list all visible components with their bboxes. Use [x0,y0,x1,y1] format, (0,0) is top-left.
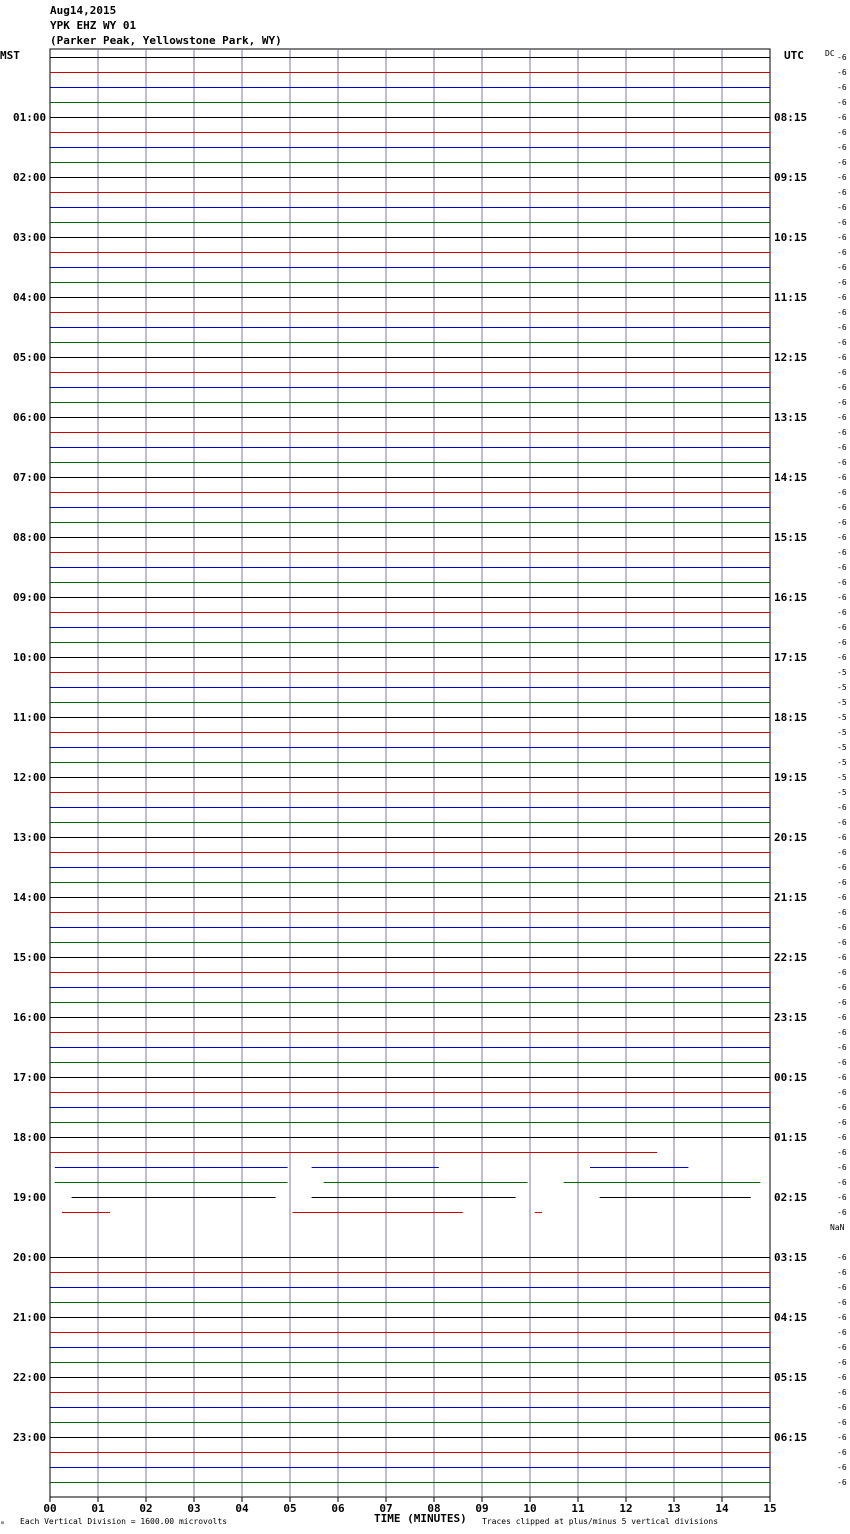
dc-offset-value: -6 [837,1478,847,1487]
utc-hour-label: 10:15 [774,231,808,244]
mst-hour-label: 02:00 [13,171,47,184]
dc-offset-value: -6 [837,1028,847,1037]
dc-offset-value: -5 [837,668,847,677]
utc-hour-label: 22:15 [774,951,808,964]
utc-hour-label: 13:15 [774,411,808,424]
dc-offset-value: -6 [837,878,847,887]
utc-hour-label: 14:15 [774,471,808,484]
dc-offset-value: -6 [837,1013,847,1022]
utc-hour-label: 17:15 [774,651,808,664]
x-tick-label: 09 [475,1502,489,1515]
dc-offset-value: -6 [837,128,847,137]
dc-offset-value: -6 [837,548,847,557]
dc-offset-value: -6 [837,1283,847,1292]
dc-offset-value: -6 [837,818,847,827]
mst-hour-label: 21:00 [13,1311,47,1324]
utc-hour-label: 19:15 [774,771,808,784]
dc-offset-value: -6 [837,1328,847,1337]
utc-hour-label: 20:15 [774,831,808,844]
dc-offset-value: -6 [837,1073,847,1082]
dc-offset-value: -6 [837,338,847,347]
dc-offset-value: -6 [837,1343,847,1352]
dc-offset-value: -6 [837,1103,847,1112]
x-tick-label: 15 [763,1502,777,1515]
utc-hour-label: 11:15 [774,291,808,304]
mst-hour-label: 14:00 [13,891,47,904]
dc-offset-value: -6 [837,848,847,857]
utc-hour-label: 15:15 [774,531,808,544]
utc-hour-label: 18:15 [774,711,808,724]
mst-hour-label: 17:00 [13,1071,47,1084]
mst-hour-label: 10:00 [13,651,47,664]
dc-offset-value: -6 [837,353,847,362]
dc-offset-value: -6 [837,1163,847,1172]
x-tick-label: 02 [139,1502,153,1515]
mst-hour-label: 08:00 [13,531,47,544]
mst-hour-label: 03:00 [13,231,47,244]
dc-offset-value: -6 [837,1043,847,1052]
dc-offset-value: -6 [837,893,847,902]
mst-hour-label: 12:00 [13,771,47,784]
dc-offset-value: -6 [837,938,847,947]
dc-offset-value: -6 [837,1373,847,1382]
dc-offset-value: -6 [837,1148,847,1157]
utc-hour-label: 06:15 [774,1431,808,1444]
nan-label: NaN [830,1223,845,1232]
dc-offset-value: -6 [837,533,847,542]
dc-offset-value: -6 [837,1418,847,1427]
x-tick-label: 06 [331,1502,345,1515]
utc-hour-label: 08:15 [774,111,808,124]
dc-offset-value: -5 [837,713,847,722]
dc-offset-value: -6 [837,563,847,572]
dc-offset-value: -6 [837,173,847,182]
x-tick-label: 10 [523,1502,537,1515]
station-name: YPK EHZ WY 01 [50,19,137,32]
mst-hour-label: 06:00 [13,411,47,424]
x-tick-label: 05 [283,1502,297,1515]
dc-offset-value: -6 [837,413,847,422]
dc-offset-value: -6 [837,248,847,257]
dc-offset-value: -6 [837,113,847,122]
dc-offset-value: -6 [837,608,847,617]
corner-mark: ₘ [0,1517,5,1526]
dc-offset-value: -6 [837,203,847,212]
dc-offset-value: -6 [837,1253,847,1262]
dc-offset-value: -5 [837,788,847,797]
dc-offset-value: -6 [837,1358,847,1367]
clip-note: Traces clipped at plus/minus 5 vertical divisions [482,1517,719,1526]
dc-offset-value: -5 [837,773,847,782]
dc-offset-value: -6 [837,458,847,467]
dc-offset-value: -6 [837,98,847,107]
x-axis-title: TIME (MINUTES) [374,1512,467,1525]
dc-offset-value: -6 [837,428,847,437]
dc-offset-value: -6 [837,1208,847,1217]
dc-offset-value: -6 [837,1133,847,1142]
utc-hour-label: 05:15 [774,1371,808,1384]
mst-hour-label: 16:00 [13,1011,47,1024]
mst-hour-label: 23:00 [13,1431,47,1444]
mst-hour-label: 05:00 [13,351,47,364]
dc-offset-value: -6 [837,518,847,527]
dc-offset-value: -6 [837,443,847,452]
dc-offset-value: -6 [837,1403,847,1412]
dc-offset-value: -5 [837,758,847,767]
dc-offset-value: -6 [837,1433,847,1442]
x-tick-label: 04 [235,1502,249,1515]
mst-hour-label: 09:00 [13,591,47,604]
dc-offset-value: -5 [837,743,847,752]
dc-offset-value: -6 [837,1298,847,1307]
dc-offset-value: -6 [837,833,847,842]
dc-offset-value: -6 [837,383,847,392]
mst-hour-label: 19:00 [13,1191,47,1204]
x-tick-label: 08 [427,1502,441,1515]
utc-hour-label: 09:15 [774,171,808,184]
plot-frame [50,49,770,1497]
station-location: (Parker Peak, Yellowstone Park, WY) [50,34,282,47]
dc-offset-value: -6 [837,1268,847,1277]
utc-hour-label: 23:15 [774,1011,808,1024]
dc-offset-value: -6 [837,143,847,152]
utc-hour-label: 00:15 [774,1071,808,1084]
dc-offset-value: -6 [837,908,847,917]
x-tick-label: 12 [619,1502,633,1515]
utc-hour-label: 12:15 [774,351,808,364]
dc-offset-value: -6 [837,293,847,302]
mst-hour-label: 20:00 [13,1251,47,1264]
dc-offset-value: -6 [837,233,847,242]
dc-offset-value: -6 [837,1058,847,1067]
scale-note: Each Vertical Division = 1600.00 microvolts [20,1517,228,1526]
utc-hour-label: 03:15 [774,1251,808,1264]
mst-hour-label: 01:00 [13,111,47,124]
dc-offset-value: -6 [837,323,847,332]
dc-offset-value: -6 [837,368,847,377]
x-tick-label: 14 [715,1502,729,1515]
dc-offset-value: -6 [837,1388,847,1397]
x-tick-label: 07 [379,1502,393,1515]
utc-hour-label: 02:15 [774,1191,808,1204]
x-tick-label: 13 [667,1502,681,1515]
utc-hour-label: 21:15 [774,891,808,904]
dc-offset-value: -6 [837,923,847,932]
x-tick-label: 00 [43,1502,57,1515]
dc-offset-value: -6 [837,1193,847,1202]
mst-hour-label: 07:00 [13,471,47,484]
utc-hour-label: 01:15 [774,1131,808,1144]
mst-hour-label: 13:00 [13,831,47,844]
right-timezone-label: UTC [784,49,804,62]
dc-offset-value: -6 [837,1118,847,1127]
dc-offset-value: -6 [837,278,847,287]
dc-offset-value: -6 [837,1088,847,1097]
dc-offset-value: -5 [837,683,847,692]
dc-offset-value: -6 [837,953,847,962]
dc-offset-value: -6 [837,578,847,587]
dc-offset-value: -6 [837,623,847,632]
x-tick-label: 03 [187,1502,201,1515]
dc-offset-value: -6 [837,83,847,92]
dc-offset-value: -6 [837,638,847,647]
dc-offset-value: -6 [837,863,847,872]
dc-offset-value: -5 [837,728,847,737]
dc-offset-value: -6 [837,53,847,62]
dc-offset-value: -6 [837,968,847,977]
dc-offset-value: -6 [837,158,847,167]
mst-hour-label: 04:00 [13,291,47,304]
dc-offset-value: -6 [837,503,847,512]
dc-offset-value: -6 [837,983,847,992]
dc-offset-value: -6 [837,1178,847,1187]
dc-offset-value: -6 [837,308,847,317]
dc-offset-value: -6 [837,593,847,602]
dc-offset-value: -6 [837,218,847,227]
x-tick-label: 11 [571,1502,585,1515]
mst-hour-label: 18:00 [13,1131,47,1144]
mst-hour-label: 22:00 [13,1371,47,1384]
utc-hour-label: 16:15 [774,591,808,604]
dc-offset-value: -6 [837,188,847,197]
dc-offset-value: -6 [837,488,847,497]
dc-offset-value: -6 [837,398,847,407]
dc-offset-value: -6 [837,473,847,482]
dc-offset-value: -6 [837,1448,847,1457]
chart-date: Aug14,2015 [50,4,117,17]
dc-label: DC [825,49,835,58]
dc-offset-value: -6 [837,68,847,77]
dc-offset-value: -6 [837,1313,847,1322]
dc-offset-value: -6 [837,998,847,1007]
mst-hour-label: 11:00 [13,711,47,724]
mst-hour-label: 15:00 [13,951,47,964]
dc-offset-value: -6 [837,1463,847,1472]
x-tick-label: 01 [91,1502,105,1515]
dc-offset-value: -5 [837,698,847,707]
dc-offset-value: -6 [837,803,847,812]
dc-offset-value: -6 [837,653,847,662]
left-timezone-label: MST [0,49,20,62]
dc-offset-value: -6 [837,263,847,272]
utc-hour-label: 04:15 [774,1311,808,1324]
